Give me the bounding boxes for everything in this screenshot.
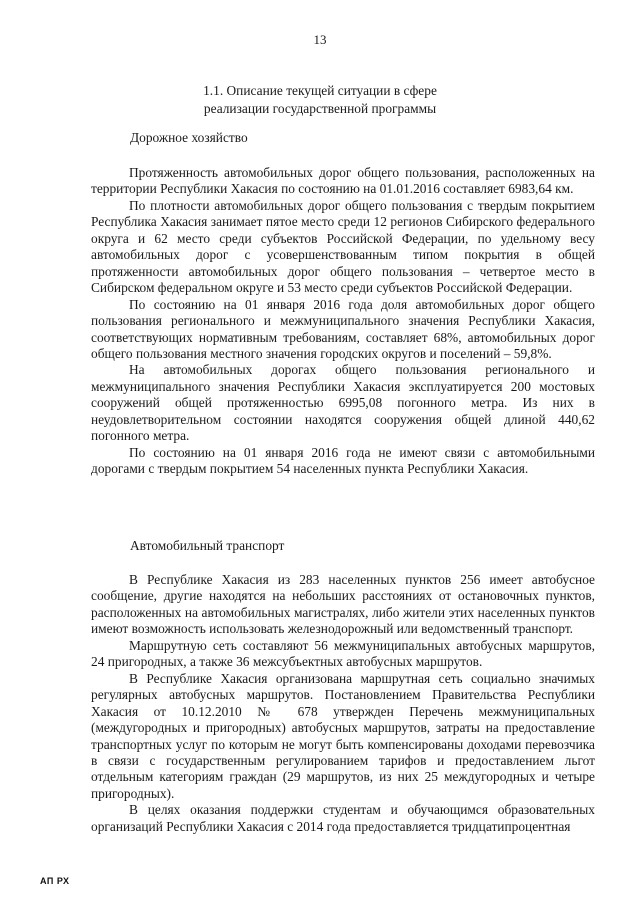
section-heading-line-1: 1.1. Описание текущей ситуации в сфере (203, 83, 437, 98)
paragraph: По плотности автомобильных дорог общего пользования с твердым покрытием Республика Хакасия занимает пятое место среди 12 регионов Сибирского федерального округа и 62 место среди субъектов Российской Федерации, по удельному весу автомобильных дорог с усовершенствованным типом покрытия в общей протяженности автомобильных дорог общего пользования – четвертое место в Сибирском федеральном округе и 53 место среди субъектов Российской Федерации. (91, 197, 595, 296)
paragraph: В Республике Хакасия из 283 населенных пунктов 256 имеет автобусное сообщение, другие находятся на небольших расстояниях от остановочных пунктов, расположенных на автомобильных магистралях, либо жители этих населенных пунктов имеют возможность использовать железнодорожный или ведомственный транспорт. (91, 572, 595, 637)
section-heading (0, 82, 640, 118)
subsection-title-transport: Автомобильный транспорт (130, 538, 285, 553)
paragraph: По состоянию на 01 января 2016 года не имеют связи с автомобильными дорогами с твердым покрытием 54 населенных пункта Республики Хакасия. (91, 444, 595, 477)
paragraph: В Республике Хакасия организована маршрутная сеть социально значимых регулярных автобусных маршрутов. Постановлением Правительства Республики Хакасия от 10.12.2010 № 678 утвержден Перечень межмуниципальных (междугородных и пригородных) автобусных маршрутов, затраты на предоставление транспортных услуг по которым не могут быть компенсированы доходами перевозчика в связи с государственным регулированием тарифов и предоставлением льгот отдельным категориям граждан (29 маршрутов, из них 25 междугородных и четыре пригородных). (91, 670, 595, 801)
transport-text-block (91, 572, 595, 835)
paragraph: Протяженность автомобильных дорог общего пользования, расположенных на территории Республики Хакасия по состоянию на 01.01.2016 составляет 6983,64 км. (91, 165, 595, 197)
paragraph: По состоянию на 01 января 2016 года доля автомобильных дорог общего пользования регионального и межмуниципального значения Республики Хакасия, соответствующих нормативным требованиям, составляет 68%, автомобильных дорог общего пользования местного значения городских округов и поселений – 59,8%. (91, 296, 595, 361)
page-number: 13 (313, 32, 327, 47)
archive-stamp: АП РХ (40, 876, 70, 886)
roads-text-block (91, 165, 595, 478)
subsection-title-roads: Дорожное хозяйство (130, 130, 248, 145)
paragraph: На автомобильных дорогах общего пользования регионального и межмуниципального значения Республики Хакасия эксплуатируется 200 мостовых сооружений общей протяженностью 6995,08 погонного метра. Из них в неудовлетворительном состоянии находятся сооружения общей длиной 440,62 погонного метра. (91, 362, 595, 444)
section-heading-line-2: реализации государственной программы (203, 101, 437, 116)
paragraph: В целях оказания поддержки студентам и обучающимся образовательных организаций Республики Хакасия с 2014 года предоставляется тридцатипроцентная (91, 802, 595, 834)
paragraph: Маршрутную сеть составляют 56 межмуниципальных автобусных маршрутов, 24 пригородных, а также 36 межсубъектных автобусных маршрутов. (91, 637, 595, 670)
